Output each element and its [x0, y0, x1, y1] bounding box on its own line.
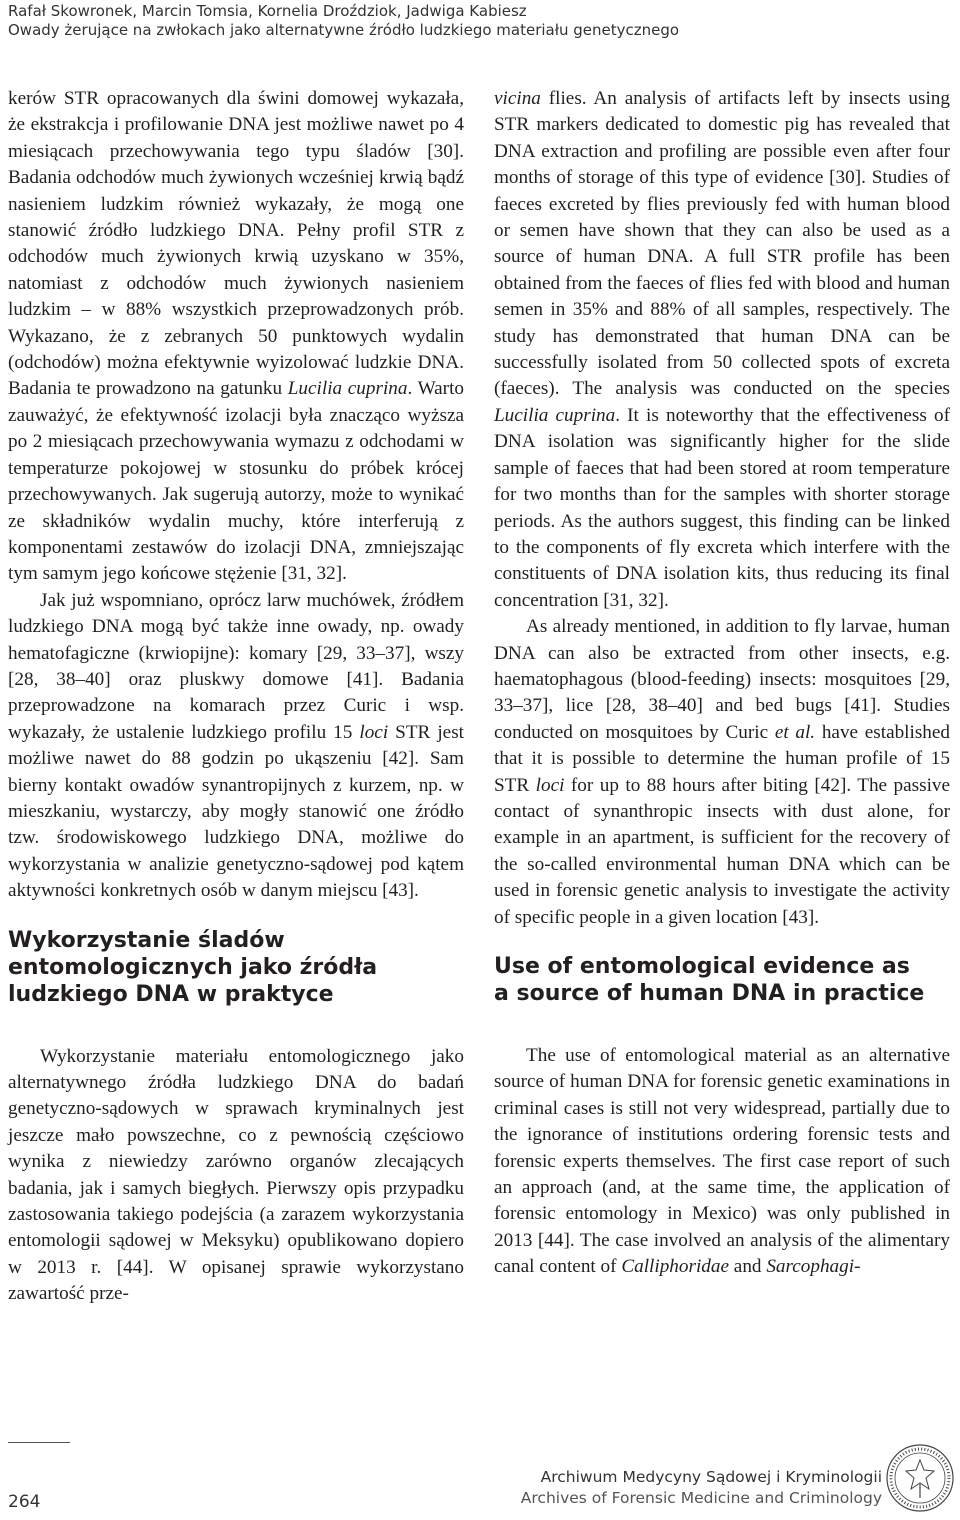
term-loci: loci [359, 721, 389, 743]
text-run: flies. An analysis of artifacts left by insects using STR markers dedicated to domestic pig has revealed that DNA extraction and profiling are possible even after four months of storage of this type of evidence [30]. Studies of faeces excreted by flies previously fed with human blood or semen have shown that they can also be used as a source of human DNA. A full STR profile has been obtained from the faeces of flies fed with blood and human semen in 35% and 88% of all samples, respectively. The study has demonstrated that human DNA can be successfully isolated from 50 collected spots of excreta (faeces). The analysis was conducted on the species [494, 88, 950, 400]
paragraph [8, 86, 464, 588]
species-name: Lucilia cuprina [494, 404, 616, 426]
heading-line: Wykorzystanie śladów [8, 927, 285, 953]
term-loci: loci [535, 774, 565, 796]
family-name: Calliphoridae [621, 1256, 729, 1278]
column-polish [8, 86, 464, 1308]
journal-name-pl: Archiwum Medycyny Sądowej i Kryminologii [540, 1468, 882, 1486]
term-etal: et al. [774, 721, 816, 743]
paragraph: Wykorzystanie materiału entomologicznego jako alternatywnego źródła ludzkiego DNA do badań genetyczno-sądowych w sprawach kryminalnych jest jeszcze mało powszechne, co z pewnością częściowo wynika z niewiedzy zarówno organów zlecających badania, jak i samych biegłych. Pierwszy opis przypadku zastosowania takiego podejścia (a zarazem wykorzystania entomologii sądowej w Meksyku) opublikowano dopiero w 2013 r. [44]. W opisanej sprawie wykorzystano zawartość prze- [8, 1045, 464, 1305]
heading-line: entomologicznych jako źródła [8, 954, 378, 980]
text-run: Jak już wspomniano, oprócz larw muchówek, źródłem ludzkiego DNA mogą być także inne owady, np. owady hematofagiczne (krwiopijne): komary [29, 33–37], wszy [28, 38–40] oraz pluskwy domowe [41]. Badania przeprowadzone na komarach przez Curic i wsp. wykazały, że ustalenie ludzkiego profilu 15 [8, 589, 464, 743]
text-run: have established that it is possible to determine the human profile of 15 STR [494, 721, 951, 796]
page-number: 264 [8, 1492, 41, 1512]
paragraph [494, 1043, 950, 1281]
section-heading [494, 953, 950, 1007]
paragraph [494, 86, 950, 614]
heading-line: a source of human DNA in practice [494, 981, 925, 1006]
journal-name-en: Archives of Forensic Medicine and Criminology [520, 1489, 882, 1507]
section-heading [8, 927, 464, 1008]
column-english [494, 86, 950, 1281]
paragraph [8, 588, 464, 905]
species-name: vicina [494, 88, 541, 109]
running-header [8, 2, 948, 40]
society-seal-icon [884, 1440, 956, 1516]
text-run: The use of entomological material as an alternative source of human DNA for forensic genetic examinations in criminal cases is still not very widespread, partially due to the ignorance of institutions ordering forensic tests and forensic experts themselves. The first case report of such an approach (and, at the same time, the application of forensic entomology in Mexico) was only published in 2013 [44]. The case involved an analysis of the alimentary canal content of [494, 1045, 950, 1278]
header-authors: Rafał Skowronek, Marcin Tomsia, Kornelia Droździok, Jadwiga Kabiesz [8, 2, 527, 20]
text-run: . It is noteworthy that the effectiveness of DNA isolation was significantly higher for the slide sample of faeces that had been stored at room temperature for two months than for the samples with shorter storage periods. As the authors suggest, this finding can be linked to the components of fly excreta which interfere with the constituents of DNA isolation kits, thus reducing its final concentration [31, 32]. [494, 404, 951, 611]
text-run: and [733, 1256, 762, 1278]
header-title: Owady żerujące na zwłokach jako alternatywne źródło ludzkiego materiału genetycznego [8, 21, 680, 39]
heading-line: ludzkiego DNA w praktyce [8, 981, 334, 1007]
heading-line: Use of entomological evidence as [494, 954, 910, 979]
species-name: Lucilia cuprina [287, 378, 408, 400]
footer-rule [8, 1442, 70, 1443]
paragraph [494, 614, 950, 931]
text-run: As already mentioned, in addition to fly larvae, human DNA can also be extracted from other insects, e.g. haematophagous (blood-feeding) insects: mosquitoes [29, 33–37], lice [28, 38–40] and bed bugs [41]. Studies conducted on mosquitoes by Curic [494, 616, 950, 743]
text-run: . Warto zauważyć, że efektywność izolacji była znacząco wyższa po 2 miesiącach przechowywania wymazu z odchodami w temperaturze pokojowej w stosunku do próbek krócej przechowywanych. Jak sugerują autorzy, może to wynikać ze składników wydalin muchy, które interferują z komponentami zestawów do izolacji DNA, zmniejszając tym samym jego końcowe stężenie [31, 32]. [8, 378, 464, 585]
text-run: kerów STR opracowanych dla świni domowej wykazała, że ekstrakcja i profilowanie DNA jest możliwe nawet po 4 miesiącach przechowywania tego typu śladów [30]. Badania odchodów much żywionych wcześniej krwią bądź nasieniem ludzkim również wykazały, że mogą one stanowić źródło ludzkiego DNA. Pełny profil STR z odchodów much żywionych krwią uzyskano w 35%, natomiast z odchodów much żywionych nasieniem ludzkim – w 88% wszystkich przeprowadzonych prób. Wykazano, że z zebranych 50 punktowych wydalin (odchodów) można efektywnie wyizolować ludzkie DNA. Badania te prowadzono na gatunku [8, 88, 464, 400]
family-name: Sarcophagi- [766, 1256, 861, 1278]
journal-name [521, 1467, 882, 1509]
text-run: STR jest możliwe nawet do 88 godzin po ukąszeniu [42]. Sam bierny kontakt owadów synantropijnych z kurzem, np. w mieszkaniu, wystarczy, aby mogły stanowić one źródło tzw. środowiskowego ludzkiego DNA, możliwe do wykorzystania w analizie genetyczno-sądowej pod kątem aktywności konkretnych osób w danym miejscu [43]. [8, 721, 464, 902]
text-run: for up to 88 hours after biting [42]. The passive contact of synanthropic insects with dust alone, for example in an apartment, is sufficient for the recovery of the so-called environmental human DNA which can be used in forensic genetic analysis to investigate the activity of specific people in a given location [43]. [494, 774, 951, 928]
